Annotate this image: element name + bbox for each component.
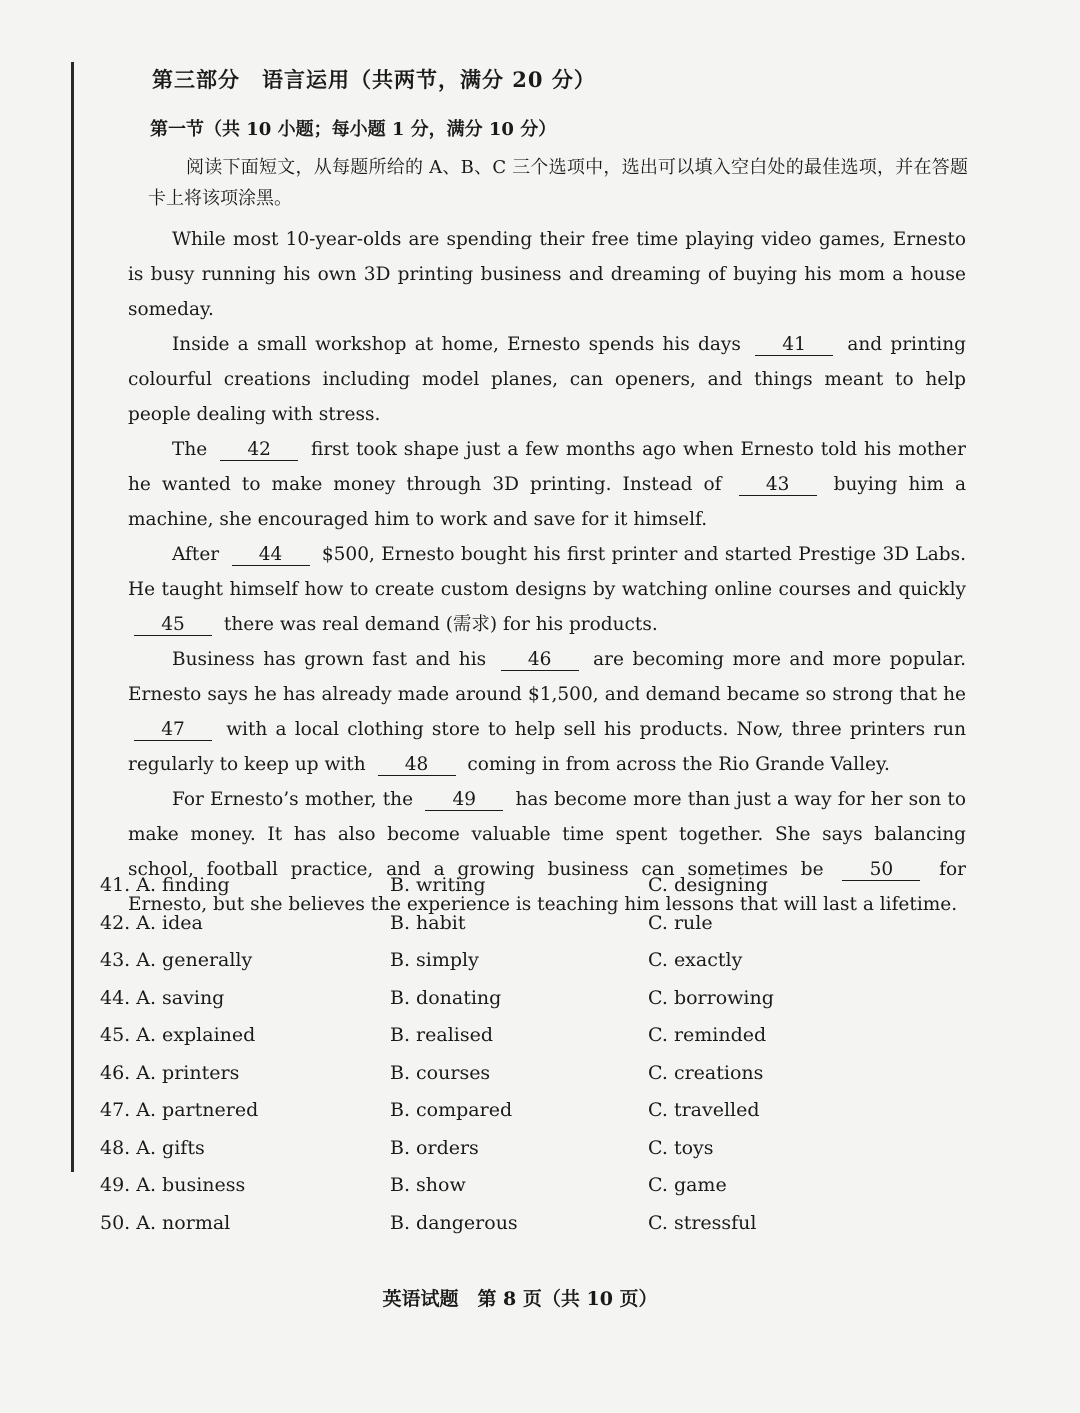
option-a: 49. A. business xyxy=(100,1174,246,1196)
paragraph-text: buying him a machine, she encouraged him to work and save for it himself. xyxy=(128,474,966,530)
paragraph-text: first took shape just a few months ago when Ernesto told his mother he wanted to make money through 3D printing. Instead of xyxy=(128,439,966,495)
option-b: B. compared xyxy=(390,1099,513,1121)
option-c: C. exactly xyxy=(648,949,743,971)
margin-line xyxy=(71,62,74,1172)
blank-45: 45 xyxy=(134,615,212,636)
answer-options xyxy=(100,874,920,1249)
paragraph-3 xyxy=(128,432,966,537)
option-row-50 xyxy=(100,1212,920,1250)
option-c: C. travelled xyxy=(648,1099,760,1121)
option-c: C. toys xyxy=(648,1136,714,1159)
cloze-passage xyxy=(128,222,966,922)
option-c: C. designing xyxy=(648,874,769,896)
option-b: B. courses xyxy=(390,1061,491,1084)
option-a: 42. A. idea xyxy=(100,911,203,934)
paragraph-text: are becoming more and more popular. Ernesto says he has already made around $1,500, and demand became so strong that he xyxy=(128,649,967,705)
paragraph-text: $500, Ernesto bought his first printer and started Prestige 3D Labs. He taught himself how to create custom designs by watching online courses and quickly xyxy=(128,544,966,600)
paragraph-text: has become more than just a way for her son to make money. It has also become valuable time spent together. She says balancing school, football practice, and a growing business can sometimes be xyxy=(128,789,966,880)
option-row-41 xyxy=(100,874,920,912)
blank-48: 48 xyxy=(378,755,456,776)
subsection-title: 第一节（共 10 小题；每小题 1 分，满分 10 分） xyxy=(150,119,557,140)
option-b: B. realised xyxy=(390,1024,494,1046)
option-row-45 xyxy=(100,1024,920,1062)
paragraph-text: and printing colourful creations including model planes, can openers, and things meant to help people dealing with stress. xyxy=(128,334,966,425)
paragraph-text: The xyxy=(172,439,208,460)
option-b: B. simply xyxy=(390,949,479,971)
option-b: B. show xyxy=(390,1174,466,1196)
blank-47: 47 xyxy=(134,720,212,741)
option-b: B. dangerous xyxy=(390,1211,518,1234)
option-c: C. creations xyxy=(648,1061,764,1084)
option-c: C. stressful xyxy=(648,1211,757,1234)
option-b: B. donating xyxy=(390,986,502,1009)
option-row-49 xyxy=(100,1174,920,1212)
paragraph-text: for Ernesto, but she believes the experience is teaching him lessons that will last a lifetime. xyxy=(128,859,966,915)
option-b: B. orders xyxy=(390,1136,479,1159)
option-a: 44. A. saving xyxy=(100,986,225,1009)
paragraph-text: with a local clothing store to help sell his products. Now, three printers run regularly to keep up with xyxy=(128,719,966,775)
option-c: C. game xyxy=(648,1174,727,1196)
paragraph-text: For Ernesto’s mother, the xyxy=(172,789,414,810)
page-footer: 英语试题 第 8 页（共 10 页） xyxy=(382,1288,658,1310)
option-a: 45. A. explained xyxy=(100,1024,256,1046)
paragraph-text: While most 10-year-olds are spending their free time playing video games, Ernesto is busy running his own 3D printing business and dreaming of buying his mom a house someday. xyxy=(128,229,966,320)
paragraph-4 xyxy=(128,537,966,642)
option-row-47 xyxy=(100,1099,920,1137)
option-a: 41. A. finding xyxy=(100,874,230,896)
option-a: 43. A. generally xyxy=(100,949,253,971)
option-a: 48. A. gifts xyxy=(100,1136,205,1159)
blank-46: 46 xyxy=(501,650,579,671)
option-row-46 xyxy=(100,1062,920,1100)
option-row-44 xyxy=(100,987,920,1025)
option-c: C. borrowing xyxy=(648,986,774,1009)
option-b: B. writing xyxy=(390,874,486,896)
blank-50: 50 xyxy=(842,860,920,881)
option-row-43 xyxy=(100,949,920,987)
blank-49: 49 xyxy=(425,790,503,811)
section-title: 第三部分 语言运用（共两节，满分 20 分） xyxy=(152,67,596,92)
paragraph-text: coming in from across the Rio Grande Valley. xyxy=(467,754,890,775)
paragraph-text: Inside a small workshop at home, Ernesto spends his days xyxy=(172,334,741,355)
blank-41: 41 xyxy=(755,335,833,356)
blank-43: 43 xyxy=(739,475,817,496)
paragraph-text: After xyxy=(172,544,220,565)
instructions: 阅读下面短文，从每题所给的 A、B、C 三个选项中，选出可以填入空白处的最佳选项，并在答题卡上将该项涂黑。 xyxy=(148,157,968,209)
paragraph-text: Business has grown fast and his xyxy=(172,649,487,670)
blank-44: 44 xyxy=(232,545,310,566)
paragraph-2 xyxy=(128,327,966,432)
option-row-48 xyxy=(100,1137,920,1175)
option-a: 46. A. printers xyxy=(100,1061,240,1084)
option-row-42 xyxy=(100,912,920,950)
option-a: 50. A. normal xyxy=(100,1211,231,1234)
option-c: C. rule xyxy=(648,911,713,934)
option-a: 47. A. partnered xyxy=(100,1099,259,1121)
option-b: B. habit xyxy=(390,911,466,934)
blank-42: 42 xyxy=(220,440,298,461)
option-c: C. reminded xyxy=(648,1024,767,1046)
paragraph-1 xyxy=(128,222,966,327)
paragraph-5 xyxy=(128,642,966,782)
paragraph-text: there was real demand (需求) for his products. xyxy=(223,614,658,635)
